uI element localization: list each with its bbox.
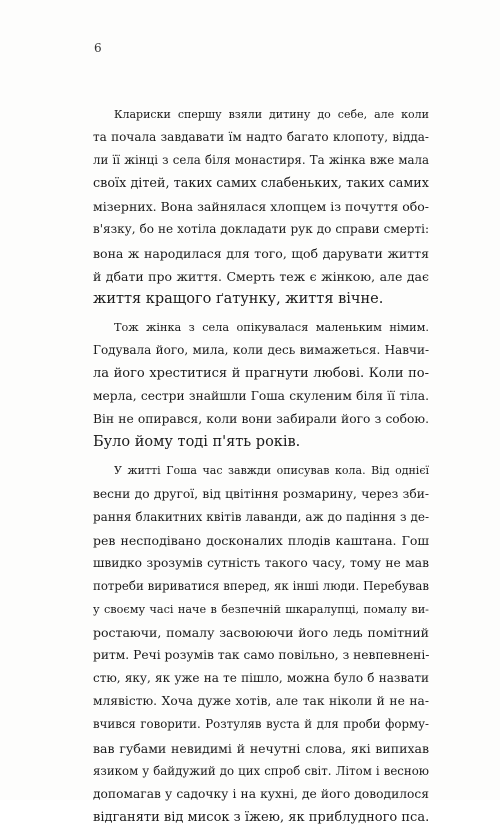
text-line: У житті Гоша час завжди описував кола. Від однієї (114, 464, 429, 478)
text-line: й дбати про життя. Смерть теж є жінкою, але дає (93, 268, 429, 284)
text-line: Клариски спершу взяли дитину до себе, але коли (114, 108, 429, 121)
text-line: стю, яку, як уже на те пішло, можна було б назвати (93, 671, 429, 686)
text-line: Тож жінка з села опікувалася маленьким німим. (114, 320, 429, 334)
text-line: вона ж народилася для того, щоб дарувати життя (93, 245, 429, 261)
text-line: рання блакитних квітів лаванди, аж до падіння з де- (93, 509, 429, 524)
text-line: допомагав у садочку і на кухні, де його доводилося (93, 786, 429, 801)
text-line: Було йому тоді п'ять років. (93, 434, 301, 451)
text-line: язиком у байдужий до цих спроб світ. Літом і весною (93, 763, 429, 778)
text-line: життя кращого ґатунку, життя вічне. (93, 290, 384, 307)
text-line: ростаючи, помалу засвоюючи його ледь помітний (93, 625, 429, 641)
text-line: млявістю. Хоча дуже хотів, але так ніколи й не на- (93, 694, 429, 709)
text-line: та почала завдавати їм надто багато клопоту, відда- (93, 130, 429, 145)
text-line: весни до другої, від цвітіння розмарину, через зби- (93, 486, 429, 501)
text-line: відганяти від мисок з їжею, як приблудного пса. (93, 809, 430, 825)
text-line: вчився говорити. Розтуляв вуста й для проби форму- (93, 717, 429, 732)
text-line: вав губами невидимі й нечутні слова, які випихав (93, 740, 429, 756)
text-line: Годувала його, мила, коли десь вимажеться. Навчи- (93, 342, 429, 357)
text-line: ли її жінці з села біля монастиря. Та жінка вже мала (93, 153, 429, 168)
text-line: в'язку, бо не хотіла докладати рук до справи смерті: (93, 222, 429, 237)
text-line: ритм. Речі розумів так само повільно, з невпевнені- (93, 648, 430, 663)
text-line: рев несподівано досконалих плодів каштана. Гош (93, 532, 429, 548)
text-line: своїх дітей, таких самих слабеньких, таких самих (93, 176, 429, 192)
text-line: швидко зрозумів сутність такого часу, тому не мав (93, 555, 429, 570)
text-line: Він не опирався, коли вони забирали його з собою. (93, 412, 429, 427)
text-line: ла його хреститися й прагнути любові. Коли по- (93, 366, 429, 382)
text-line: у своєму часі наче в безпечній шкаралупці, помалу ви- (93, 602, 429, 616)
text-line: мізерних. Вона зайнялася хлопцем із почуття обо- (93, 199, 429, 215)
paragraph-3 (93, 459, 429, 829)
paragraph-2 (93, 316, 429, 455)
text-line: мерла, сестри знайшли Гоша скуленим біля її тіла. (93, 389, 429, 404)
page-number: 6 (94, 41, 102, 55)
paragraph-1 (93, 103, 429, 311)
text-line: потреби вириватися вперед, як інші люди. Перебував (93, 578, 429, 593)
body-text (93, 103, 429, 834)
